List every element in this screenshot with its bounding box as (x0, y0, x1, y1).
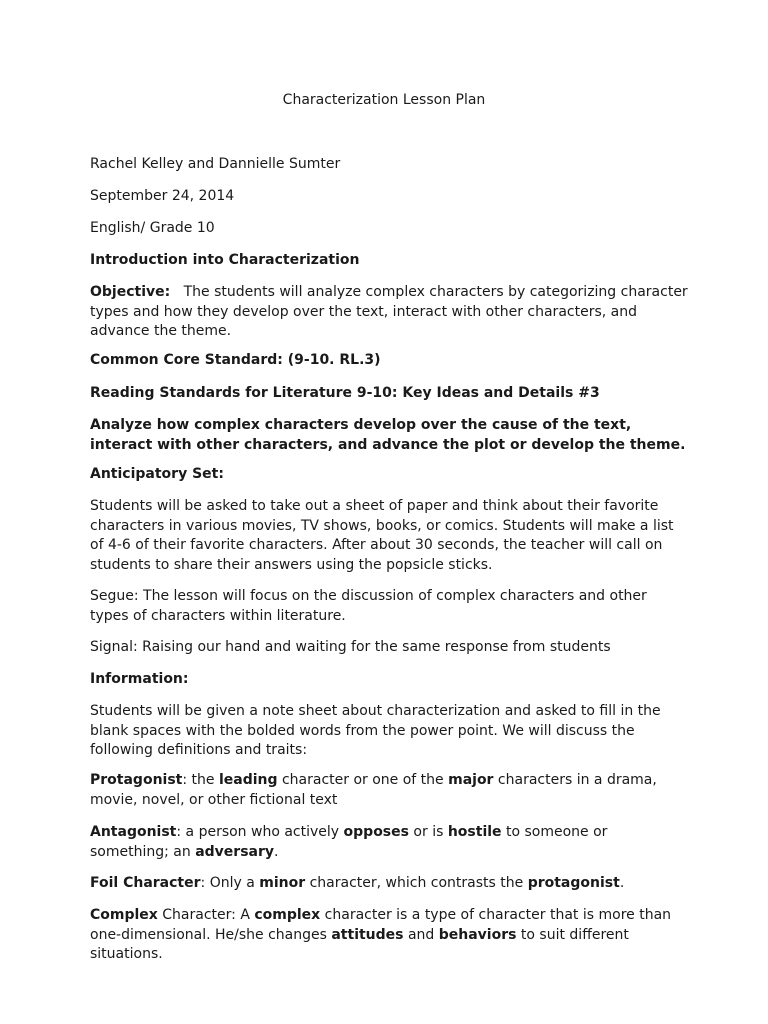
objective-line: types and how they develop over the text, interact with other characters, and (90, 303, 637, 320)
anticipatory-line: characters in various movies, TV shows, books, or comics. Students will make a list (90, 517, 674, 534)
date: September 24, 2014 (90, 188, 235, 204)
objective-section (90, 283, 690, 342)
definition-text: and (403, 926, 439, 943)
information-text (90, 702, 690, 761)
definition-text: character is a type of character that is more than (320, 907, 672, 923)
definition-text: : the (182, 772, 219, 788)
bold-word: leading (218, 772, 278, 788)
anticipatory-line: students to share their answers using the popsicle sticks. (90, 556, 493, 573)
common-core-standard: Common Core Standard: (9-10. RL.3) (90, 352, 381, 368)
definition-text: one-dimensional. He/she changes (90, 926, 332, 943)
bold-word: attitudes (331, 926, 404, 943)
definition-text: to suit different (516, 926, 629, 943)
information-line: blank spaces with the bolded words from the power point. We will discuss the (90, 722, 635, 739)
definition-text: character or one of the (277, 772, 449, 788)
objective-label: Objective: (90, 284, 171, 300)
definition-text: : a person who actively (176, 824, 344, 840)
objective-line: advance the theme. (90, 323, 232, 339)
analyze-line: interact with other characters, and advance the plot or develop the theme. (90, 436, 686, 453)
definition-text: characters in a drama, (493, 772, 657, 788)
bold-word: major (448, 772, 494, 788)
term-protagonist: Protagonist (90, 772, 183, 788)
anticipatory-line: of 4-6 of their favorite characters. After about 30 seconds, the teacher will call on (90, 537, 663, 553)
segue-text (90, 587, 690, 626)
bold-word: behaviors (438, 926, 517, 943)
information-line: Students will be given a note sheet about characterization and asked to fill in the (90, 703, 661, 719)
definition-foil (90, 874, 690, 894)
definition-text: character, which contrasts the (305, 875, 528, 891)
reading-standards: Reading Standards for Literature 9-10: Key Ideas and Details #3 (90, 385, 600, 401)
definition-protagonist (90, 771, 690, 810)
segue-line: types of characters within literature. (90, 607, 346, 624)
definition-text: movie, novel, or other fictional text (90, 791, 338, 808)
bold-word: minor (259, 875, 306, 891)
information-line: following definitions and traits: (90, 742, 308, 758)
term-complex: Complex (90, 907, 158, 923)
anticipatory-line: Students will be asked to take out a sheet of paper and think about their favorite (90, 498, 659, 514)
analyze-line: Analyze how complex characters develop over the cause of the text, (90, 417, 632, 433)
definition-text: or is (408, 824, 448, 840)
segue-line: Segue: The lesson will focus on the discussion of complex characters and other (90, 588, 647, 604)
anticipatory-heading: Anticipatory Set: (90, 466, 224, 482)
term-foil: Foil Character (90, 875, 201, 891)
bold-word: protagonist (527, 875, 620, 891)
course: English/ Grade 10 (90, 220, 215, 236)
definition-text: : Only a (200, 875, 260, 891)
signal-text: Signal: Raising our hand and waiting for the same response from students (90, 639, 611, 655)
definition-text: . (619, 875, 625, 891)
bold-word: opposes (343, 824, 409, 840)
authors: Rachel Kelley and Dannielle Sumter (90, 156, 341, 172)
objective-line: The students will analyze complex characters by categorizing character (183, 284, 688, 300)
definition-complex (90, 906, 690, 965)
definition-text: Character: A (157, 907, 255, 923)
bold-word: adversary (195, 843, 275, 860)
information-heading: Information: (90, 671, 189, 687)
bold-word: hostile (447, 824, 502, 840)
document-title: Characterization Lesson Plan (282, 92, 486, 108)
definition-text: situations. (90, 946, 163, 962)
definition-text: to someone or (501, 824, 608, 840)
intro-heading: Introduction into Characterization (90, 252, 360, 268)
definition-antagonist (90, 823, 690, 862)
anticipatory-text (90, 497, 690, 575)
bold-word: complex (254, 907, 321, 923)
definition-text: something; an (90, 843, 196, 860)
analyze-standard (90, 416, 690, 455)
definition-text: . (274, 843, 279, 860)
term-antagonist: Antagonist (90, 824, 177, 840)
